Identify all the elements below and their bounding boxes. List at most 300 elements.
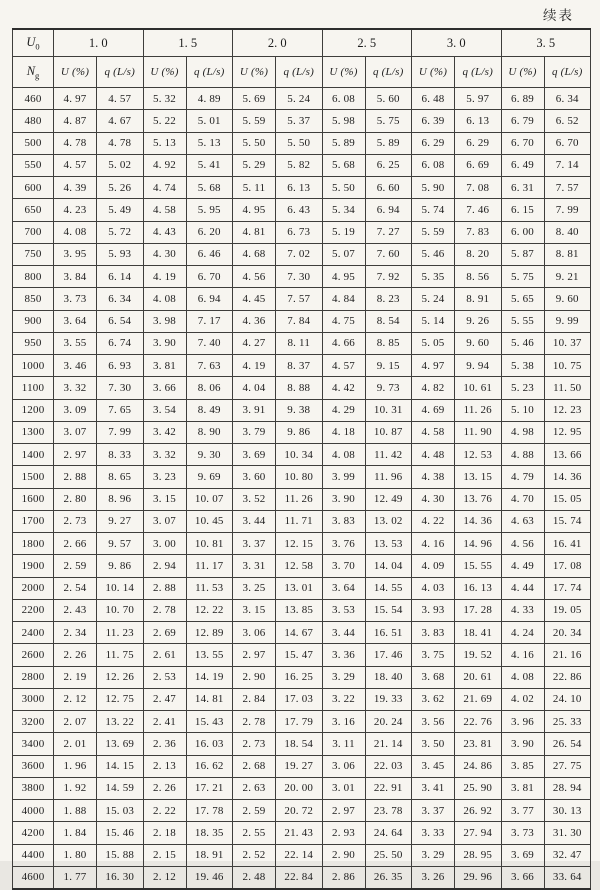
cell-u-percent: 4. 38 bbox=[412, 466, 455, 488]
cell-q-flow: 14. 96 bbox=[455, 533, 502, 555]
cell-u-percent: 2. 97 bbox=[322, 800, 365, 822]
cell-q-flow: 8. 65 bbox=[97, 466, 144, 488]
cell-q-flow: 8. 20 bbox=[455, 243, 502, 265]
cell-q-flow: 25. 33 bbox=[544, 711, 591, 733]
col-header-q: q (L/s) bbox=[455, 57, 502, 88]
cell-u-percent: 3. 70 bbox=[322, 555, 365, 577]
cell-q-flow: 11. 53 bbox=[186, 577, 233, 599]
table-row bbox=[13, 377, 591, 399]
cell-q-flow: 16. 30 bbox=[97, 866, 144, 889]
table-row bbox=[13, 266, 591, 288]
cell-u-percent: 3. 32 bbox=[143, 444, 186, 466]
cell-u-percent: 5. 46 bbox=[501, 332, 544, 354]
ng-corner-cell bbox=[13, 57, 54, 88]
cell-u-percent: 3. 90 bbox=[501, 733, 544, 755]
cell-u-percent: 3. 06 bbox=[233, 622, 276, 644]
row-ng-value: 1300 bbox=[13, 421, 54, 443]
cell-q-flow: 15. 47 bbox=[276, 644, 323, 666]
cell-q-flow: 20. 72 bbox=[276, 800, 323, 822]
cell-u-percent: 6. 48 bbox=[412, 88, 455, 110]
row-ng-value: 1200 bbox=[13, 399, 54, 421]
cell-u-percent: 3. 11 bbox=[322, 733, 365, 755]
group-header-3-0: 3. 0 bbox=[412, 29, 502, 57]
cell-u-percent: 3. 90 bbox=[143, 332, 186, 354]
cell-u-percent: 1. 92 bbox=[54, 777, 97, 799]
cell-u-percent: 5. 34 bbox=[322, 199, 365, 221]
cell-q-flow: 4. 67 bbox=[97, 110, 144, 132]
cell-u-percent: 5. 22 bbox=[143, 110, 186, 132]
cell-u-percent: 2. 13 bbox=[143, 755, 186, 777]
table-row bbox=[13, 755, 591, 777]
table-row bbox=[13, 510, 591, 532]
cell-u-percent: 2. 59 bbox=[54, 555, 97, 577]
cell-u-percent: 3. 01 bbox=[322, 777, 365, 799]
cell-u-percent: 5. 50 bbox=[233, 132, 276, 154]
row-ng-value: 480 bbox=[13, 110, 54, 132]
cell-u-percent: 4. 08 bbox=[54, 221, 97, 243]
cell-u-percent: 6. 39 bbox=[412, 110, 455, 132]
group-header-2-5: 2. 5 bbox=[322, 29, 412, 57]
cell-u-percent: 3. 95 bbox=[54, 243, 97, 265]
table-row bbox=[13, 132, 591, 154]
cell-q-flow: 5. 89 bbox=[365, 132, 412, 154]
cell-q-flow: 15. 46 bbox=[97, 822, 144, 844]
cell-u-percent: 2. 26 bbox=[143, 777, 186, 799]
cell-u-percent: 3. 52 bbox=[233, 488, 276, 510]
cell-q-flow: 7. 14 bbox=[544, 154, 591, 176]
cell-q-flow: 5. 60 bbox=[365, 88, 412, 110]
cell-u-percent: 3. 68 bbox=[412, 666, 455, 688]
cell-u-percent: 6. 15 bbox=[501, 199, 544, 221]
table-row bbox=[13, 644, 591, 666]
row-ng-value: 4200 bbox=[13, 822, 54, 844]
cell-q-flow: 8. 33 bbox=[97, 444, 144, 466]
row-ng-value: 3600 bbox=[13, 755, 54, 777]
col-header-u: U (%) bbox=[412, 57, 455, 88]
cell-q-flow: 6. 25 bbox=[365, 154, 412, 176]
cell-u-percent: 2. 97 bbox=[54, 444, 97, 466]
col-header-q: q (L/s) bbox=[97, 57, 144, 88]
cell-q-flow: 14. 36 bbox=[544, 466, 591, 488]
cell-q-flow: 7. 99 bbox=[97, 421, 144, 443]
cell-u-percent: 4. 58 bbox=[412, 421, 455, 443]
cell-q-flow: 5. 24 bbox=[276, 88, 323, 110]
cell-q-flow: 6. 13 bbox=[455, 110, 502, 132]
cell-q-flow: 7. 27 bbox=[365, 221, 412, 243]
cell-u-percent: 2. 90 bbox=[322, 844, 365, 866]
cell-u-percent: 3. 37 bbox=[412, 800, 455, 822]
cell-u-percent: 5. 05 bbox=[412, 332, 455, 354]
cell-u-percent: 3. 55 bbox=[54, 332, 97, 354]
cell-u-percent: 3. 76 bbox=[322, 533, 365, 555]
table-row bbox=[13, 533, 591, 555]
cell-q-flow: 5. 68 bbox=[186, 177, 233, 199]
cell-u-percent: 4. 84 bbox=[322, 288, 365, 310]
cell-u-percent: 2. 54 bbox=[54, 577, 97, 599]
cell-q-flow: 23. 78 bbox=[365, 800, 412, 822]
col-header-u: U (%) bbox=[501, 57, 544, 88]
cell-u-percent: 2. 66 bbox=[54, 533, 97, 555]
cell-u-percent: 3. 54 bbox=[143, 399, 186, 421]
table-row bbox=[13, 332, 591, 354]
table-row bbox=[13, 822, 591, 844]
cell-u-percent: 5. 87 bbox=[501, 243, 544, 265]
table-row bbox=[13, 110, 591, 132]
col-header-u: U (%) bbox=[322, 57, 365, 88]
water-flow-rate-table bbox=[12, 28, 591, 890]
cell-u-percent: 4. 18 bbox=[322, 421, 365, 443]
cell-u-percent: 2. 63 bbox=[233, 777, 276, 799]
cell-q-flow: 7. 30 bbox=[276, 266, 323, 288]
cell-q-flow: 4. 78 bbox=[97, 132, 144, 154]
cell-q-flow: 7. 63 bbox=[186, 355, 233, 377]
cell-q-flow: 18. 40 bbox=[365, 666, 412, 688]
cell-q-flow: 22. 03 bbox=[365, 755, 412, 777]
cell-u-percent: 4. 81 bbox=[233, 221, 276, 243]
col-header-u: U (%) bbox=[54, 57, 97, 88]
row-ng-value: 1500 bbox=[13, 466, 54, 488]
cell-u-percent: 6. 70 bbox=[501, 132, 544, 154]
cell-u-percent: 4. 23 bbox=[54, 199, 97, 221]
cell-q-flow: 17. 79 bbox=[276, 711, 323, 733]
table-row bbox=[13, 288, 591, 310]
cell-u-percent: 3. 44 bbox=[233, 510, 276, 532]
row-ng-value: 850 bbox=[13, 288, 54, 310]
u0-symbol: $U_0$ bbox=[26, 34, 40, 52]
row-ng-value: 2000 bbox=[13, 577, 54, 599]
cell-q-flow: 17. 28 bbox=[455, 599, 502, 621]
cell-u-percent: 4. 57 bbox=[322, 355, 365, 377]
u0-corner-cell bbox=[13, 29, 54, 57]
cell-q-flow: 13. 22 bbox=[97, 711, 144, 733]
cell-u-percent: 3. 73 bbox=[54, 288, 97, 310]
cell-u-percent: 4. 49 bbox=[501, 555, 544, 577]
table-row bbox=[13, 577, 591, 599]
row-ng-value: 1800 bbox=[13, 533, 54, 555]
cell-q-flow: 7. 92 bbox=[365, 266, 412, 288]
cell-q-flow: 10. 75 bbox=[544, 355, 591, 377]
table-row bbox=[13, 444, 591, 466]
cell-q-flow: 5. 72 bbox=[97, 221, 144, 243]
cell-q-flow: 29. 96 bbox=[455, 866, 502, 889]
cell-q-flow: 8. 88 bbox=[276, 377, 323, 399]
cell-q-flow: 20. 61 bbox=[455, 666, 502, 688]
cell-q-flow: 13. 15 bbox=[455, 466, 502, 488]
cell-q-flow: 19. 52 bbox=[455, 644, 502, 666]
cell-q-flow: 28. 94 bbox=[544, 777, 591, 799]
cell-q-flow: 10. 80 bbox=[276, 466, 323, 488]
cell-u-percent: 3. 81 bbox=[501, 777, 544, 799]
cell-u-percent: 4. 43 bbox=[143, 221, 186, 243]
header-row-u0 bbox=[13, 29, 591, 57]
cell-q-flow: 9. 99 bbox=[544, 310, 591, 332]
cell-q-flow: 22. 91 bbox=[365, 777, 412, 799]
row-ng-value: 900 bbox=[13, 310, 54, 332]
cell-q-flow: 14. 04 bbox=[365, 555, 412, 577]
cell-u-percent: 2. 90 bbox=[233, 666, 276, 688]
cell-q-flow: 5. 37 bbox=[276, 110, 323, 132]
cell-u-percent: 2. 69 bbox=[143, 622, 186, 644]
cell-u-percent: 5. 69 bbox=[233, 88, 276, 110]
cell-u-percent: 3. 53 bbox=[322, 599, 365, 621]
cell-q-flow: 9. 86 bbox=[276, 421, 323, 443]
cell-u-percent: 3. 15 bbox=[233, 599, 276, 621]
cell-q-flow: 19. 33 bbox=[365, 688, 412, 710]
cell-u-percent: 3. 45 bbox=[412, 755, 455, 777]
cell-u-percent: 3. 36 bbox=[322, 644, 365, 666]
cell-q-flow: 16. 25 bbox=[276, 666, 323, 688]
cell-q-flow: 5. 82 bbox=[276, 154, 323, 176]
cell-q-flow: 32. 47 bbox=[544, 844, 591, 866]
cell-u-percent: 5. 35 bbox=[412, 266, 455, 288]
cell-u-percent: 5. 23 bbox=[501, 377, 544, 399]
table-row bbox=[13, 622, 591, 644]
table-row bbox=[13, 88, 591, 110]
row-ng-value: 1700 bbox=[13, 510, 54, 532]
cell-q-flow: 18. 91 bbox=[186, 844, 233, 866]
cell-u-percent: 3. 73 bbox=[501, 822, 544, 844]
cell-u-percent: 4. 08 bbox=[322, 444, 365, 466]
table-row bbox=[13, 421, 591, 443]
cell-q-flow: 19. 05 bbox=[544, 599, 591, 621]
cell-q-flow: 17. 46 bbox=[365, 644, 412, 666]
cell-u-percent: 3. 46 bbox=[54, 355, 97, 377]
cell-u-percent: 4. 44 bbox=[501, 577, 544, 599]
cell-u-percent: 4. 45 bbox=[233, 288, 276, 310]
cell-u-percent: 2. 47 bbox=[143, 688, 186, 710]
cell-q-flow: 27. 94 bbox=[455, 822, 502, 844]
cell-u-percent: 3. 99 bbox=[322, 466, 365, 488]
cell-u-percent: 3. 31 bbox=[233, 555, 276, 577]
row-ng-value: 1400 bbox=[13, 444, 54, 466]
row-ng-value: 500 bbox=[13, 132, 54, 154]
table-row bbox=[13, 466, 591, 488]
cell-u-percent: 5. 19 bbox=[322, 221, 365, 243]
cell-q-flow: 4. 89 bbox=[186, 88, 233, 110]
continued-table-label: 续表 bbox=[543, 8, 574, 23]
cell-u-percent: 2. 59 bbox=[233, 800, 276, 822]
cell-u-percent: 3. 66 bbox=[501, 866, 544, 889]
row-ng-value: 2200 bbox=[13, 599, 54, 621]
cell-q-flow: 10. 34 bbox=[276, 444, 323, 466]
cell-q-flow: 8. 90 bbox=[186, 421, 233, 443]
cell-u-percent: 3. 98 bbox=[143, 310, 186, 332]
cell-u-percent: 4. 68 bbox=[233, 243, 276, 265]
cell-q-flow: 7. 40 bbox=[186, 332, 233, 354]
cell-q-flow: 6. 52 bbox=[544, 110, 591, 132]
cell-u-percent: 6. 29 bbox=[412, 132, 455, 154]
cell-u-percent: 4. 24 bbox=[501, 622, 544, 644]
cell-q-flow: 7. 46 bbox=[455, 199, 502, 221]
col-header-u: U (%) bbox=[233, 57, 276, 88]
row-ng-value: 1600 bbox=[13, 488, 54, 510]
cell-u-percent: 4. 78 bbox=[54, 132, 97, 154]
cell-u-percent: 5. 65 bbox=[501, 288, 544, 310]
cell-q-flow: 9. 21 bbox=[544, 266, 591, 288]
cell-u-percent: 4. 27 bbox=[233, 332, 276, 354]
col-header-q: q (L/s) bbox=[276, 57, 323, 88]
cell-u-percent: 2. 55 bbox=[233, 822, 276, 844]
row-ng-value: 600 bbox=[13, 177, 54, 199]
table-row bbox=[13, 599, 591, 621]
cell-q-flow: 5. 02 bbox=[97, 154, 144, 176]
cell-u-percent: 3. 79 bbox=[233, 421, 276, 443]
cell-u-percent: 4. 69 bbox=[412, 399, 455, 421]
cell-q-flow: 15. 03 bbox=[97, 800, 144, 822]
cell-u-percent: 2. 93 bbox=[322, 822, 365, 844]
cell-u-percent: 3. 60 bbox=[233, 466, 276, 488]
cell-u-percent: 3. 64 bbox=[54, 310, 97, 332]
cell-q-flow: 5. 26 bbox=[97, 177, 144, 199]
cell-q-flow: 17. 74 bbox=[544, 577, 591, 599]
cell-u-percent: 4. 16 bbox=[501, 644, 544, 666]
cell-u-percent: 4. 08 bbox=[501, 666, 544, 688]
cell-u-percent: 5. 24 bbox=[412, 288, 455, 310]
cell-q-flow: 7. 60 bbox=[365, 243, 412, 265]
cell-u-percent: 2. 84 bbox=[233, 688, 276, 710]
cell-u-percent: 4. 03 bbox=[412, 577, 455, 599]
cell-q-flow: 10. 14 bbox=[97, 577, 144, 599]
cell-u-percent: 3. 26 bbox=[412, 866, 455, 889]
cell-u-percent: 4. 48 bbox=[412, 444, 455, 466]
cell-q-flow: 13. 66 bbox=[544, 444, 591, 466]
cell-q-flow: 13. 55 bbox=[186, 644, 233, 666]
cell-q-flow: 6. 20 bbox=[186, 221, 233, 243]
cell-q-flow: 9. 38 bbox=[276, 399, 323, 421]
cell-q-flow: 11. 26 bbox=[276, 488, 323, 510]
cell-q-flow: 13. 53 bbox=[365, 533, 412, 555]
cell-q-flow: 6. 69 bbox=[455, 154, 502, 176]
cell-q-flow: 18. 35 bbox=[186, 822, 233, 844]
row-ng-value: 1100 bbox=[13, 377, 54, 399]
cell-u-percent: 3. 66 bbox=[143, 377, 186, 399]
cell-u-percent: 4. 36 bbox=[233, 310, 276, 332]
cell-q-flow: 16. 13 bbox=[455, 577, 502, 599]
cell-q-flow: 22. 84 bbox=[276, 866, 323, 889]
cell-q-flow: 11. 17 bbox=[186, 555, 233, 577]
cell-u-percent: 4. 97 bbox=[412, 355, 455, 377]
table-row bbox=[13, 310, 591, 332]
cell-u-percent: 6. 49 bbox=[501, 154, 544, 176]
cell-q-flow: 10. 31 bbox=[365, 399, 412, 421]
cell-u-percent: 3. 06 bbox=[322, 755, 365, 777]
row-ng-value: 4600 bbox=[13, 866, 54, 889]
table-row bbox=[13, 221, 591, 243]
row-ng-value: 700 bbox=[13, 221, 54, 243]
cell-u-percent: 2. 78 bbox=[143, 599, 186, 621]
cell-q-flow: 11. 90 bbox=[455, 421, 502, 443]
cell-u-percent: 4. 74 bbox=[143, 177, 186, 199]
cell-q-flow: 17. 08 bbox=[544, 555, 591, 577]
table-row bbox=[13, 243, 591, 265]
cell-q-flow: 26. 54 bbox=[544, 733, 591, 755]
cell-q-flow: 6. 70 bbox=[186, 266, 233, 288]
cell-q-flow: 6. 93 bbox=[97, 355, 144, 377]
cell-q-flow: 5. 95 bbox=[186, 199, 233, 221]
cell-q-flow: 9. 69 bbox=[186, 466, 233, 488]
cell-q-flow: 11. 71 bbox=[276, 510, 323, 532]
cell-q-flow: 14. 36 bbox=[455, 510, 502, 532]
cell-q-flow: 6. 34 bbox=[544, 88, 591, 110]
cell-u-percent: 4. 79 bbox=[501, 466, 544, 488]
cell-q-flow: 10. 70 bbox=[97, 599, 144, 621]
cell-q-flow: 7. 17 bbox=[186, 310, 233, 332]
cell-u-percent: 2. 97 bbox=[233, 644, 276, 666]
cell-u-percent: 2. 18 bbox=[143, 822, 186, 844]
cell-u-percent: 3. 09 bbox=[54, 399, 97, 421]
cell-u-percent: 3. 00 bbox=[143, 533, 186, 555]
cell-u-percent: 1. 77 bbox=[54, 866, 97, 889]
cell-q-flow: 9. 60 bbox=[544, 288, 591, 310]
cell-q-flow: 13. 76 bbox=[455, 488, 502, 510]
cell-u-percent: 5. 32 bbox=[143, 88, 186, 110]
cell-u-percent: 2. 26 bbox=[54, 644, 97, 666]
cell-u-percent: 5. 59 bbox=[412, 221, 455, 243]
cell-q-flow: 22. 76 bbox=[455, 711, 502, 733]
cell-q-flow: 17. 03 bbox=[276, 688, 323, 710]
cell-q-flow: 9. 27 bbox=[97, 510, 144, 532]
ng-symbol: $N_g$ bbox=[26, 63, 40, 81]
cell-q-flow: 20. 00 bbox=[276, 777, 323, 799]
cell-u-percent: 1. 84 bbox=[54, 822, 97, 844]
row-ng-value: 3400 bbox=[13, 733, 54, 755]
cell-q-flow: 9. 86 bbox=[97, 555, 144, 577]
cell-u-percent: 4. 63 bbox=[501, 510, 544, 532]
cell-q-flow: 14. 15 bbox=[97, 755, 144, 777]
cell-u-percent: 3. 81 bbox=[143, 355, 186, 377]
group-header-2-0: 2. 0 bbox=[233, 29, 323, 57]
row-ng-value: 460 bbox=[13, 88, 54, 110]
cell-q-flow: 6. 73 bbox=[276, 221, 323, 243]
cell-u-percent: 3. 42 bbox=[143, 421, 186, 443]
cell-q-flow: 10. 61 bbox=[455, 377, 502, 399]
cell-q-flow: 22. 86 bbox=[544, 666, 591, 688]
cell-q-flow: 4. 57 bbox=[97, 88, 144, 110]
cell-u-percent: 4. 95 bbox=[322, 266, 365, 288]
cell-q-flow: 12. 53 bbox=[455, 444, 502, 466]
cell-q-flow: 31. 30 bbox=[544, 822, 591, 844]
table-row bbox=[13, 488, 591, 510]
cell-q-flow: 8. 11 bbox=[276, 332, 323, 354]
cell-q-flow: 11. 26 bbox=[455, 399, 502, 421]
cell-q-flow: 10. 07 bbox=[186, 488, 233, 510]
cell-q-flow: 5. 97 bbox=[455, 88, 502, 110]
cell-u-percent: 4. 58 bbox=[143, 199, 186, 221]
cell-q-flow: 12. 23 bbox=[544, 399, 591, 421]
cell-u-percent: 3. 15 bbox=[143, 488, 186, 510]
cell-q-flow: 27. 75 bbox=[544, 755, 591, 777]
cell-u-percent: 2. 52 bbox=[233, 844, 276, 866]
cell-u-percent: 2. 94 bbox=[143, 555, 186, 577]
cell-q-flow: 8. 37 bbox=[276, 355, 323, 377]
cell-q-flow: 11. 96 bbox=[365, 466, 412, 488]
group-header-1-5: 1. 5 bbox=[143, 29, 233, 57]
cell-q-flow: 12. 22 bbox=[186, 599, 233, 621]
cell-u-percent: 2. 15 bbox=[143, 844, 186, 866]
cell-u-percent: 2. 73 bbox=[233, 733, 276, 755]
cell-q-flow: 9. 26 bbox=[455, 310, 502, 332]
cell-u-percent: 3. 50 bbox=[412, 733, 455, 755]
cell-q-flow: 7. 57 bbox=[276, 288, 323, 310]
cell-u-percent: 3. 25 bbox=[233, 577, 276, 599]
table-body bbox=[13, 88, 591, 890]
cell-q-flow: 16. 62 bbox=[186, 755, 233, 777]
cell-q-flow: 10. 87 bbox=[365, 421, 412, 443]
cell-q-flow: 10. 37 bbox=[544, 332, 591, 354]
table-row bbox=[13, 177, 591, 199]
cell-u-percent: 5. 13 bbox=[143, 132, 186, 154]
cell-u-percent: 4. 70 bbox=[501, 488, 544, 510]
